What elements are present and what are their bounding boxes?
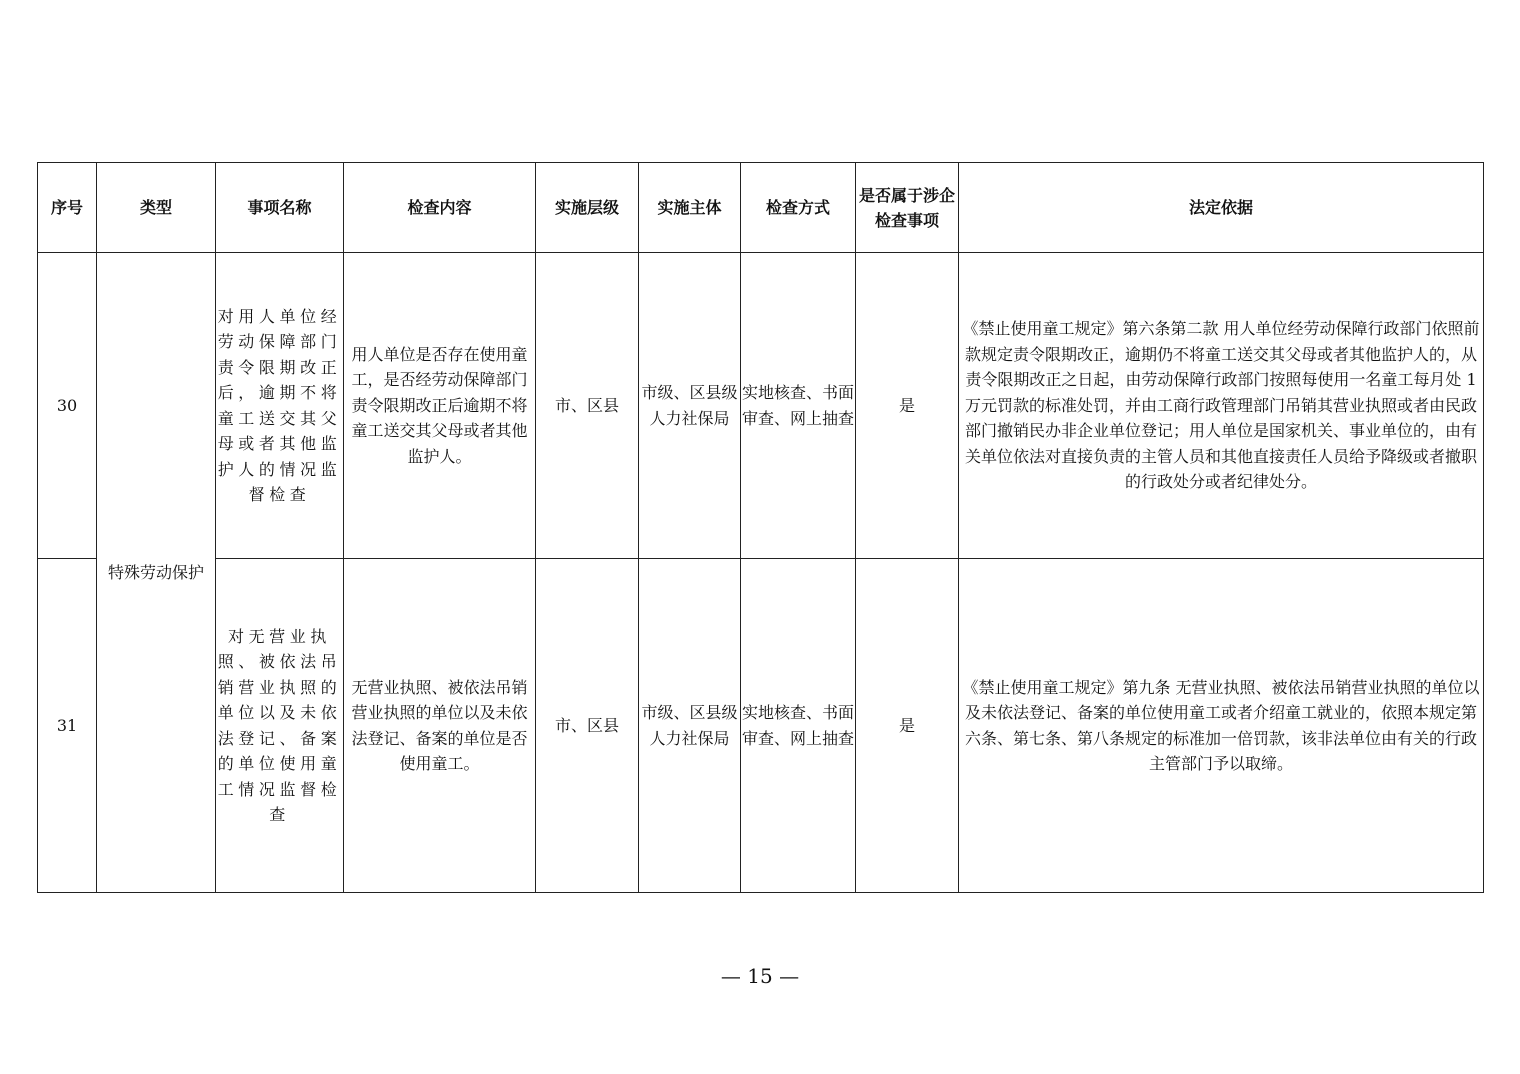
header-subject: 实施主体 bbox=[639, 163, 741, 253]
table-row bbox=[38, 253, 1484, 559]
row-level: 市、区县 bbox=[536, 559, 639, 893]
inspection-items-table bbox=[37, 162, 1484, 893]
row-basis: 《禁止使用童工规定》第六条第二款 用人单位经劳动保障行政部门依照前款规定责令限期改正，逾期仍不将童工送交其父母或者其他监护人的，从责令限期改正之日起，由劳动保障行政部门按照每使用一名童工每月处 1 万元罚款的标准处罚，并由工商行政管理部门吊销其营业执照或者由民政部门撤销民办非企业单位登记；用人单位是国家机关、事业单位的，由有关单位依法对直接负责的主管人员和其他直接责任人员给予降级或者撤职的行政处分或者纪律处分。 bbox=[959, 253, 1484, 559]
header-no: 序号 bbox=[38, 163, 97, 253]
header-type: 类型 bbox=[97, 163, 216, 253]
row-no: 30 bbox=[38, 253, 97, 559]
row-method: 实地核查、书面审查、网上抽查 bbox=[741, 559, 856, 893]
table-row bbox=[38, 559, 1484, 893]
row-subject: 市级、区县级人力社保局 bbox=[639, 559, 741, 893]
page-number: — 15 — bbox=[720, 964, 800, 988]
header-level: 实施层级 bbox=[536, 163, 639, 253]
header-enterprise: 是否属于涉企检查事项 bbox=[856, 163, 959, 253]
row-item-name: 对用人单位经劳动保障部门责令限期改正后，逾期不将童工送交其父母或者其他监护人的情况监督检查 bbox=[216, 253, 344, 559]
row-subject: 市级、区县级人力社保局 bbox=[639, 253, 741, 559]
header-basis: 法定依据 bbox=[959, 163, 1484, 253]
row-enterprise: 是 bbox=[856, 253, 959, 559]
row-level: 市、区县 bbox=[536, 253, 639, 559]
row-method: 实地核查、书面审查、网上抽查 bbox=[741, 253, 856, 559]
row-basis: 《禁止使用童工规定》第九条 无营业执照、被依法吊销营业执照的单位以及未依法登记、备案的单位使用童工或者介绍童工就业的，依照本规定第六条、第七条、第八条规定的标准加一倍罚款，该非法单位由有关的行政主管部门予以取缔。 bbox=[959, 559, 1484, 893]
header-method: 检查方式 bbox=[741, 163, 856, 253]
table-header-row bbox=[38, 163, 1484, 253]
row-item-name: 对无营业执照、被依法吊销营业执照的单位以及未依法登记、备案的单位使用童工情况监督检查 bbox=[216, 559, 344, 893]
row-content: 用人单位是否存在使用童工，是否经劳动保障部门责令限期改正后逾期不将童工送交其父母或者其他监护人。 bbox=[344, 253, 536, 559]
header-item-name: 事项名称 bbox=[216, 163, 344, 253]
row-no: 31 bbox=[38, 559, 97, 893]
row-content: 无营业执照、被依法吊销营业执照的单位以及未依法登记、备案的单位是否使用童工。 bbox=[344, 559, 536, 893]
category-cell: 特殊劳动保护 bbox=[97, 253, 216, 893]
header-content: 检查内容 bbox=[344, 163, 536, 253]
row-enterprise: 是 bbox=[856, 559, 959, 893]
